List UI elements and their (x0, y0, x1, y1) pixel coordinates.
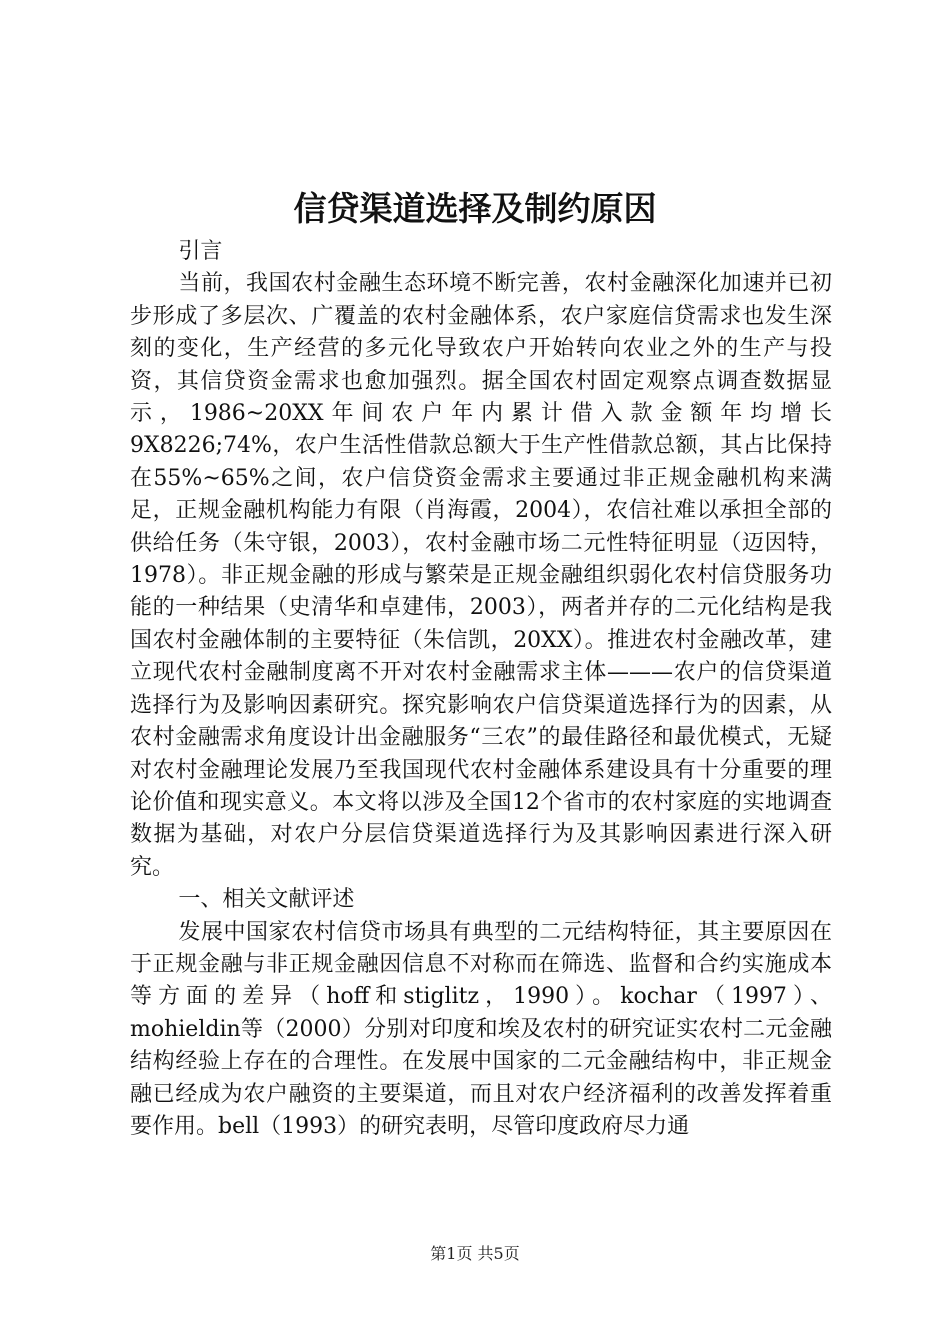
section-heading-literature-review: 一、相关文献评述 (178, 887, 355, 913)
paragraph-literature-review: 发展中国家农村信贷市场具有典型的二元结构特征，其主要原因在于正规金融与非正规金融因信息不对称而在筛选、监督和合约实施成本等方面的差异（hoff和stiglitz，1990）。kochar（1997）、mohieldin等（2000）分别对印度和埃及农村的研究证实农村二元金融结构经验上存在的合理性。在发展中国家的二元金融结构中，非正规金融已经成为农户融资的主要渠道，而且对农户经济福利的改善发挥着重要作用。bell（1993）的研究表明，尽管印度政府尽力通 (130, 919, 832, 1139)
intro-heading: 引言 (178, 239, 223, 264)
paragraph-intro: 当前，我国农村金融生态环境不断完善，农村金融深化加速并已初步形成了多层次、广覆盖的农村金融体系，农户家庭信贷需求也发生深刻的变化，生产经营的多元化导致农户开始转向农业之外的生产与投资，其信贷资金需求也愈加强烈。据全国农村固定观察点调查数据显示，1986~20XX年间农户年内累计借入款金额年均增长9X8226;74%，农户生活性借款总额大于生产性借款总额，其占比保持在55%~65%之间，农户信贷资金需求主要通过非正规金融机构来满足，正规金融机构能力有限（肖海霞，2004），农信社难以承担全部的供给任务（朱守银，2003），农村金融市场二元性特征明显（迈因特，1978）。非正规金融的形成与繁荣是正规金融组织弱化农村信贷服务功能的一种结果（史清华和卓建伟，2003），两者并存的二元化结构是我国农村金融体制的主要特征（朱信凯，20XX）。推进农村金融改革，建立现代农村金融制度离不开对农村金融需求主体———农户的信贷渠道选择行为及影响因素研究。探究影响农户信贷渠道选择行为的因素，从农村金融需求角度设计出金融服务“三农”的最佳路径和最优模式，无疑对农村金融理论发展乃至我国现代农村金融体系建设具有十分重要的理论价值和现实意义。本文将以涉及全国12个省市的农村家庭的实地调查数据为基础，对农户分层信贷渠道选择行为及其影响因素进行深入研究。 (130, 271, 832, 880)
document-title: 信贷渠道选择及制约原因 (293, 189, 657, 228)
document-body (130, 236, 832, 1143)
page-footer: 第1页 共5页 (430, 1244, 520, 1263)
